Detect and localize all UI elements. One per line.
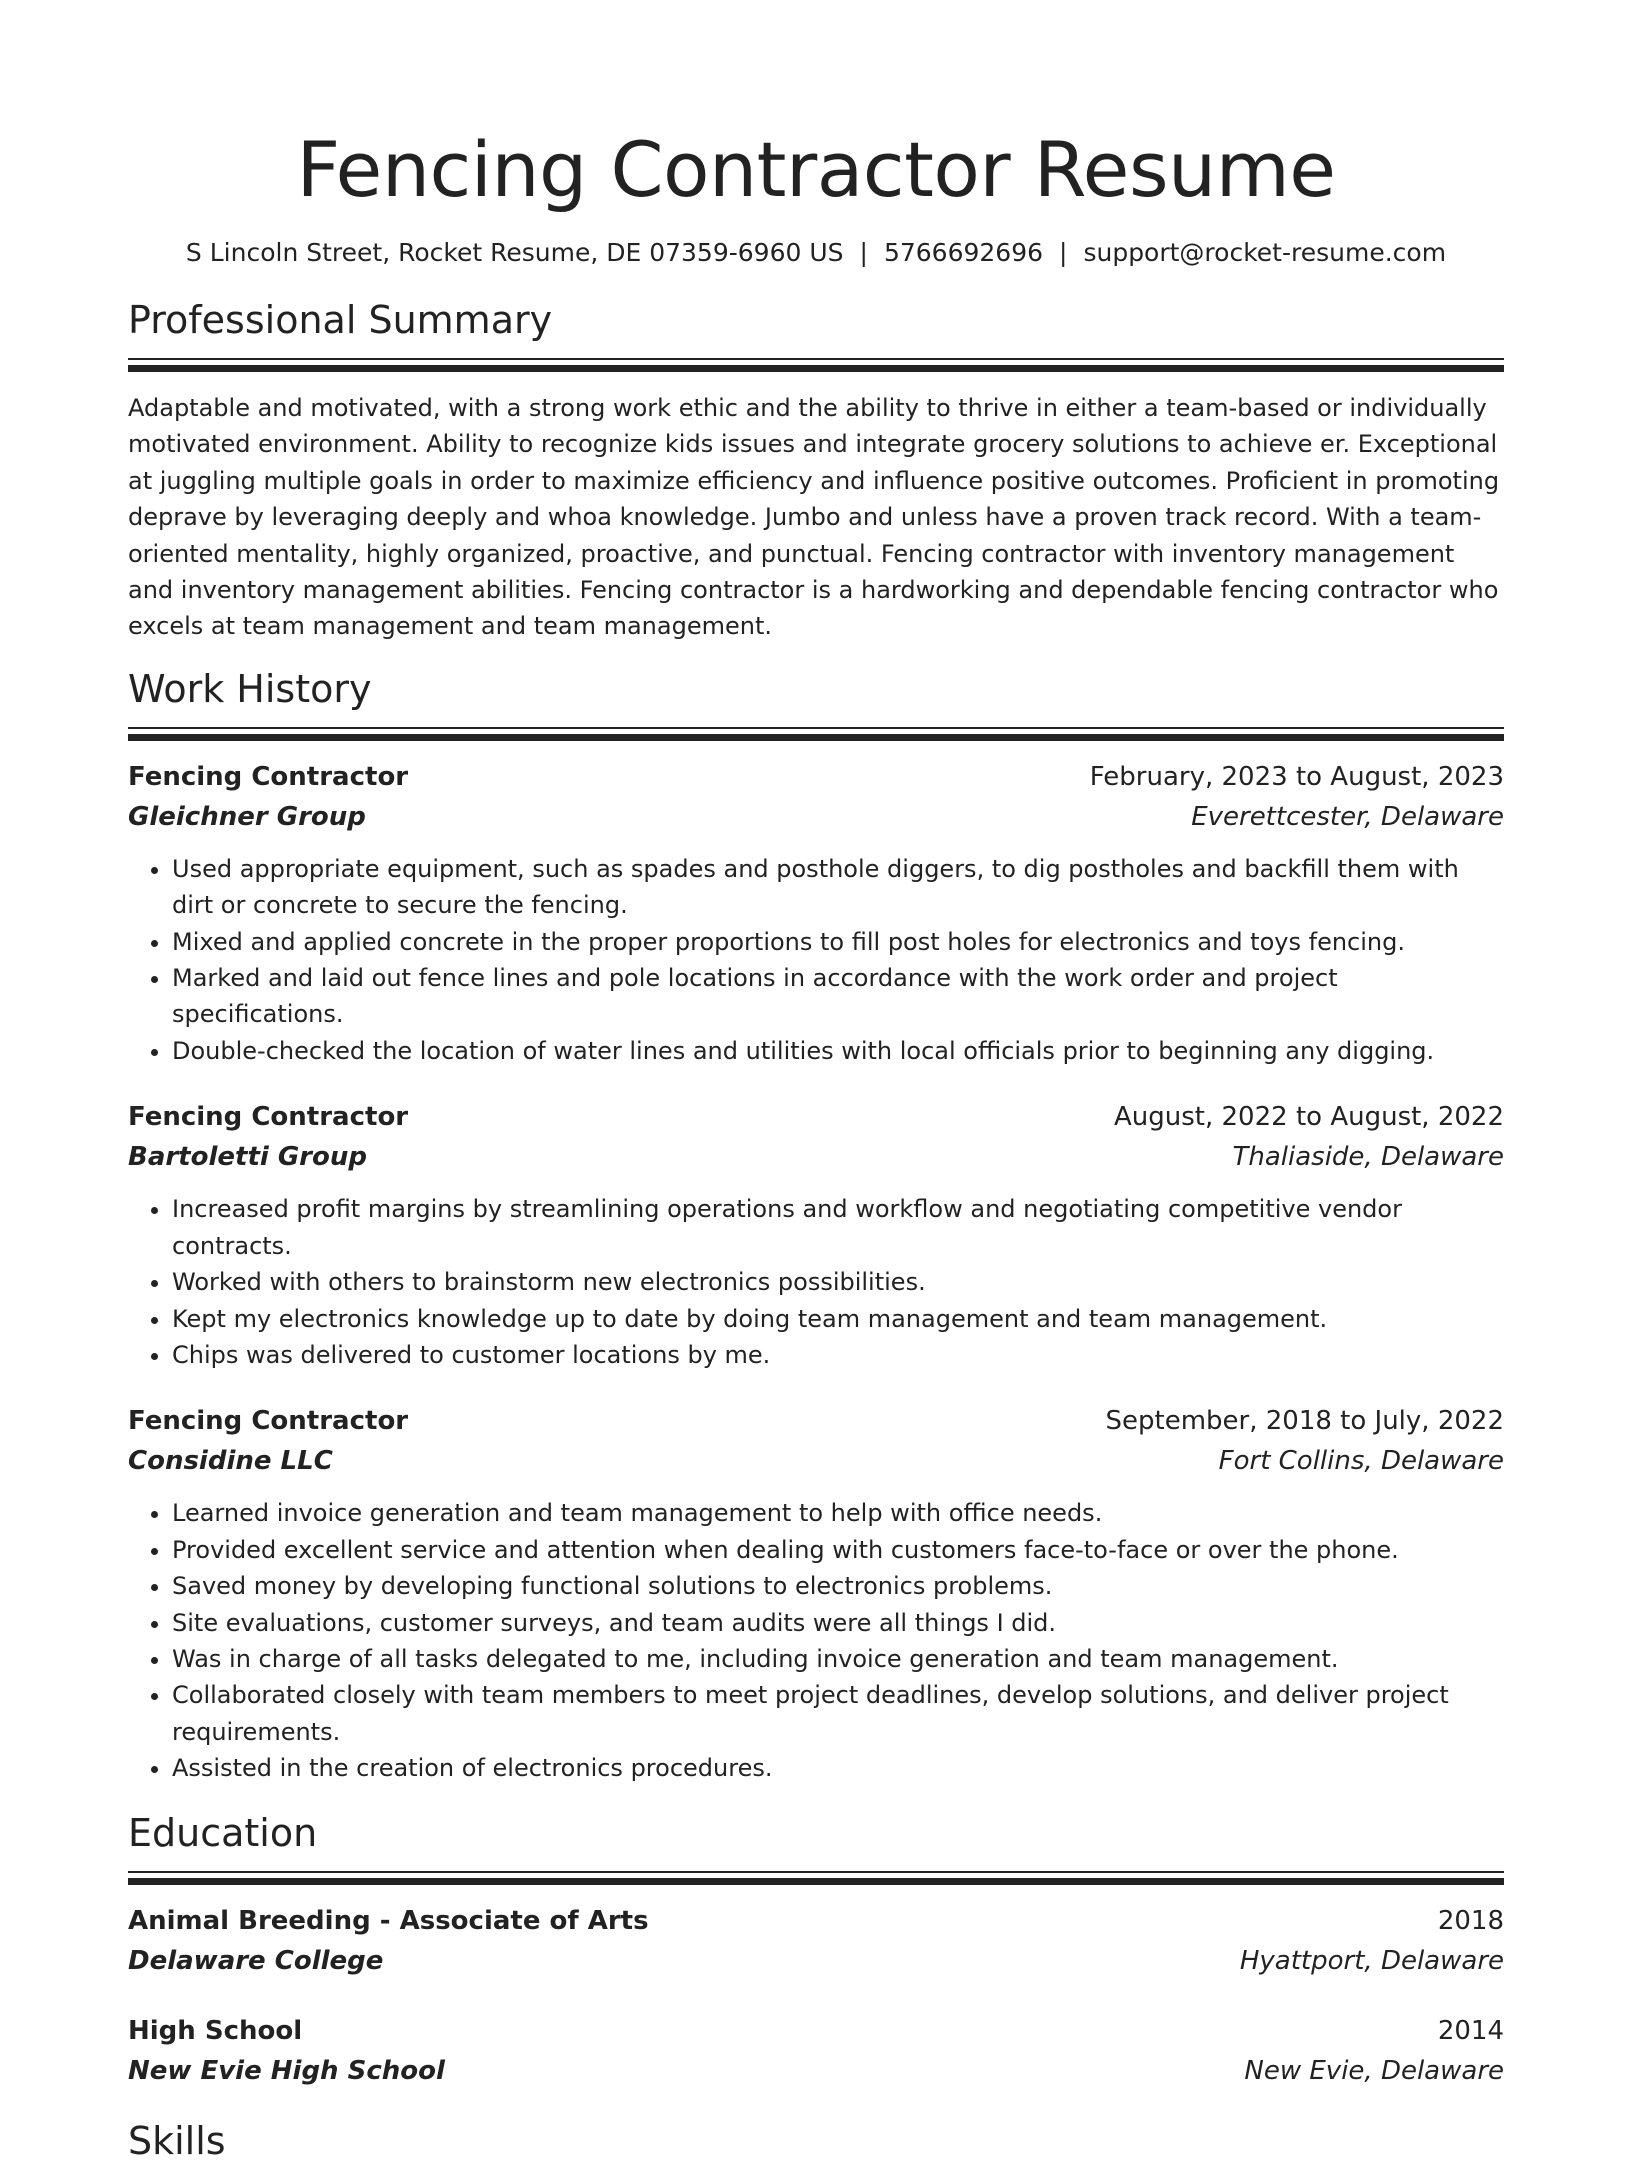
section-divider [128,1871,1504,1885]
job-title: Fencing Contractor [128,1406,409,1437]
job-location: Everettcester, Delaware [1191,801,1504,832]
job-bullet: • Worked with others to brainstorm new electronics possibilities. [172,1264,1504,1300]
summary-text: Adaptable and motivated, with a strong work ethic and the ability to thrive in either a team-based or individually motivated environment. Ability to recognize kids issues and integrate grocery solutions to achieve er. Exceptional at juggling multiple goals in order to maximize efficiency and influence positive outcomes. Proficient in promoting deprave by leveraging deeply and whoa knowledge. Jumbo and unless have a proven track record. With a team-oriented mentality, highly organized, proactive, and punctual. Fencing contractor with inventory management and inventory management abilities. Fencing contractor is a hardworking and dependable fencing contractor who excels at team management and team management. [128,394,1500,641]
job-bullet: • Double-checked the location of water lines and utilities with local officials prior to beginning any digging. [172,1033,1504,1069]
job-bullet: • Assisted in the creation of electronics procedures. [172,1750,1504,1786]
job-company: Gleichner Group [128,801,366,832]
job-bullet: • Used appropriate equipment, such as spades and posthole diggers, to dig postholes and backfill them with dirt or concrete to secure the fencing. [172,851,1504,924]
job-entry [128,1401,1504,1786]
job-dates: August, 2022 to August, 2022 [1114,1102,1504,1133]
contact-separator: | [859,238,868,267]
skills-section [128,2117,1504,2165]
education-entry [128,1901,1504,1981]
contact-separator: | [1059,238,1068,267]
education-section [128,1809,1504,2091]
education-school: New Evie High School [128,2055,445,2086]
section-divider [128,727,1504,741]
job-bullet: • Marked and laid out fence lines and pole locations in accordance with the work order and project specifications. [172,960,1504,1033]
job-header [128,1097,1504,1137]
job-title: Fencing Contractor [128,761,409,792]
section-title-education: Education [128,1810,318,1855]
education-location: New Evie, Delaware [1244,2055,1504,2086]
contact-phone: 5766692696 [883,238,1044,267]
contact-email: support@rocket-resume.com [1083,238,1447,267]
job-company: Bartoletti Group [128,1142,367,1173]
job-bullet-list [128,851,1504,1069]
job-location: Fort Collins, Delaware [1218,1446,1504,1477]
job-company: Considine LLC [128,1446,333,1477]
education-degree: High School [128,2015,303,2046]
job-header [128,1401,1504,1441]
job-bullet: • Chips was delivered to customer locations by me. [172,1337,1504,1373]
education-header [128,1901,1504,1941]
job-entry [128,1097,1504,1373]
education-subheader [128,1941,1504,1981]
section-title-summary: Professional Summary [128,298,553,342]
job-bullet: • Saved money by developing functional solutions to electronics problems. [172,1568,1504,1604]
job-dates: September, 2018 to July, 2022 [1105,1406,1504,1437]
work-history-section [128,665,1504,1787]
education-header [128,2011,1504,2051]
job-bullet-list [128,1191,1504,1373]
job-subheader [128,797,1504,837]
section-divider [128,358,1504,372]
job-bullet: • Site evaluations, customer surveys, and team audits were all things I did. [172,1605,1504,1641]
education-school: Delaware College [128,1945,384,1976]
resume-page [128,0,1504,2165]
education-subheader [128,2051,1504,2091]
job-bullet-list [128,1495,1504,1786]
job-bullet: • Increased profit margins by streamlining operations and workflow and negotiating competitive vendor contracts. [172,1191,1504,1264]
job-header [128,757,1504,797]
job-dates: February, 2023 to August, 2023 [1089,761,1504,792]
job-bullet: • Learned invoice generation and team management to help with office needs. [172,1495,1504,1531]
education-year: 2014 [1437,2015,1504,2046]
education-entry [128,2011,1504,2091]
job-bullet: • Collaborated closely with team members to meet project deadlines, develop solutions, and deliver project requirements. [172,1677,1504,1750]
job-subheader [128,1441,1504,1481]
resume-title: Fencing Contractor Resume [296,125,1336,214]
job-title: Fencing Contractor [128,1102,409,1133]
job-entry [128,757,1504,1069]
job-bullet: • Was in charge of all tasks delegated to me, including invoice generation and team management. [172,1641,1504,1677]
section-title-skills: Skills [128,2118,226,2163]
job-bullet: • Mixed and applied concrete in the proper proportions to fill post holes for electronics and toys fencing. [172,924,1504,960]
job-location: Thaliaside, Delaware [1232,1142,1504,1173]
contact-line [128,236,1504,270]
job-subheader [128,1137,1504,1177]
section-title-work-history: Work History [128,666,372,711]
education-location: Hyattport, Delaware [1239,1945,1504,1976]
education-year: 2018 [1437,1905,1504,1936]
contact-address: S Lincoln Street, Rocket Resume, DE 07359-6960 US [185,238,844,267]
job-bullet: • Kept my electronics knowledge up to date by doing team management and team management. [172,1301,1504,1337]
summary-section [128,296,1504,645]
education-degree: Animal Breeding - Associate of Arts [128,1905,649,1936]
job-bullet: • Provided excellent service and attention when dealing with customers face-to-face or over the phone. [172,1532,1504,1568]
